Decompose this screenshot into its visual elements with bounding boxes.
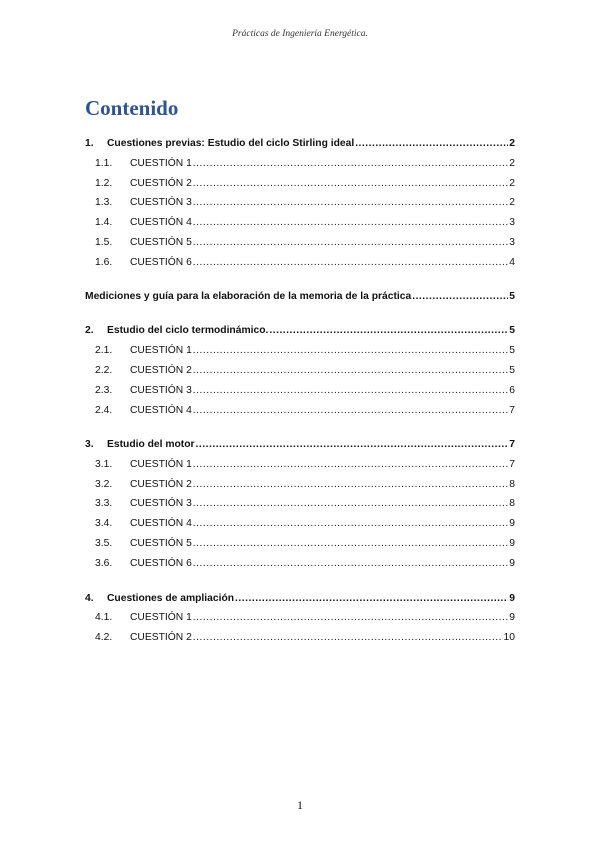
toc-label: CUESTIÓN 2 [130,178,192,189]
toc-entry-2[interactable] [85,324,515,338]
toc-label: CUESTIÓN 5 [130,538,192,549]
toc-label: CUESTIÓN 6 [130,257,192,268]
toc-page: 9 [509,518,515,529]
toc-leader [193,557,508,571]
toc-leader [193,611,508,625]
toc-label: CUESTIÓN 5 [130,237,192,248]
toc-leader [193,256,508,270]
toc-label: CUESTIÓN 1 [130,345,192,356]
toc-entry-1-6[interactable] [85,256,515,270]
toc-number: 3.2. [95,479,113,490]
toc-page: 9 [509,558,515,569]
toc-entry-3-4[interactable] [85,517,515,531]
toc-leader [193,384,508,398]
toc-leader [193,177,508,191]
toc-number: 3.5. [95,538,113,549]
toc-entry-mediciones[interactable] [85,290,515,304]
toc-page: 8 [509,498,515,509]
toc-label: CUESTIÓN 4 [130,217,192,228]
toc-number: 3.4. [95,518,113,529]
toc-label: Mediciones y guía para la elaboración de la memoria de la práctica [85,291,412,302]
toc-entry-2-1[interactable] [85,344,515,358]
toc-entry-4[interactable] [85,592,515,606]
toc-number: 2.3. [95,385,113,396]
toc-entry-4-1[interactable] [85,611,515,625]
toc-page: 5 [509,365,515,376]
toc-label: CUESTIÓN 6 [130,558,192,569]
toc-entry-3-5[interactable] [85,537,515,551]
toc-entry-1[interactable] [85,137,515,151]
toc-leader [235,592,508,606]
toc-page: 5 [509,325,515,336]
toc-label: CUESTIÓN 4 [130,405,192,416]
toc-leader [193,157,508,171]
toc-page: 2 [509,178,515,189]
toc-leader [193,216,508,230]
toc-label: CUESTIÓN 1 [130,459,192,470]
toc-number: 3.3. [95,498,113,509]
toc-label: CUESTIÓN 3 [130,498,192,509]
toc-number: 3.1. [95,459,113,470]
toc-leader [193,458,508,472]
toc-page: 10 [503,632,515,643]
toc-number: 2. [85,325,94,336]
toc-page: 9 [509,593,515,604]
toc-entry-3-1[interactable] [85,458,515,472]
toc-number: 1.5. [95,237,113,248]
toc-entry-1-3[interactable] [85,196,515,210]
toc-number: 1.6. [95,257,113,268]
toc-label: Cuestiones previas: Estudio del ciclo Stirling ideal [107,138,355,149]
toc-page: 5 [509,291,515,302]
toc-leader [193,364,508,378]
toc-leader [193,196,508,210]
toc-number: 1. [85,138,94,149]
toc-leader [269,324,508,338]
toc-label: CUESTIÓN 2 [130,479,192,490]
page-number: 1 [297,798,303,812]
toc-leader [193,404,508,418]
toc-leader [355,137,508,151]
toc-page: 9 [509,612,515,623]
toc-page: 2 [509,138,515,149]
page-title: Contenido [85,96,179,120]
toc-entry-3[interactable] [85,438,515,452]
toc-label: CUESTIÓN 2 [130,365,192,376]
toc-leader [196,438,509,452]
toc-page: 3 [509,237,515,248]
toc-entry-3-3[interactable] [85,497,515,511]
toc-entry-3-6[interactable] [85,557,515,571]
toc-page: 3 [509,217,515,228]
toc-number: 1.3. [95,197,113,208]
toc-label: Estudio del ciclo termodinámico. [107,325,269,336]
toc-label: Cuestiones de ampliación [107,593,235,604]
toc-number: 2.1. [95,345,113,356]
toc-leader [193,478,508,492]
toc-entry-1-5[interactable] [85,236,515,250]
toc-label: CUESTIÓN 3 [130,385,192,396]
toc-number: 2.4. [95,405,113,416]
toc-leader [193,537,508,551]
toc-page: 6 [509,385,515,396]
toc-page: 7 [509,459,515,470]
toc-entry-2-4[interactable] [85,404,515,418]
toc-page: 7 [509,405,515,416]
toc-number: 4. [85,593,94,604]
toc-page: 7 [509,439,515,450]
toc-page: 2 [509,158,515,169]
toc-label: CUESTIÓN 3 [130,197,192,208]
toc-leader [412,290,508,304]
toc-number: 3. [85,439,94,450]
toc-number: 4.2. [95,632,113,643]
toc-entry-2-2[interactable] [85,364,515,378]
toc-label: CUESTIÓN 2 [130,632,192,643]
running-header: Prácticas de Ingeniería Energética. [232,29,368,39]
toc-label: Estudio del motor [107,439,195,450]
toc-entry-1-4[interactable] [85,216,515,230]
toc-leader [193,344,508,358]
toc-leader [193,517,508,531]
toc-label: CUESTIÓN 1 [130,612,192,623]
toc-leader [193,631,503,645]
toc-entry-2-3[interactable] [85,384,515,398]
toc-entry-4-2[interactable] [85,631,515,645]
toc-label: CUESTIÓN 4 [130,518,192,529]
toc-page: 4 [509,257,515,268]
toc-number: 1.4. [95,217,113,228]
toc-entry-3-2[interactable] [85,478,515,492]
toc-number: 1.1. [95,158,113,169]
toc-number: 3.6. [95,558,113,569]
toc-page: 5 [509,345,515,356]
toc-page: 2 [509,197,515,208]
toc-leader [193,497,508,511]
toc-entry-1-1[interactable] [85,157,515,171]
toc-entry-1-2[interactable] [85,177,515,191]
toc-number: 4.1. [95,612,113,623]
toc-label: CUESTIÓN 1 [130,158,192,169]
toc-leader [193,236,508,250]
toc-page: 8 [509,479,515,490]
toc-number: 2.2. [95,365,113,376]
toc-page: 9 [509,538,515,549]
toc-number: 1.2. [95,178,113,189]
